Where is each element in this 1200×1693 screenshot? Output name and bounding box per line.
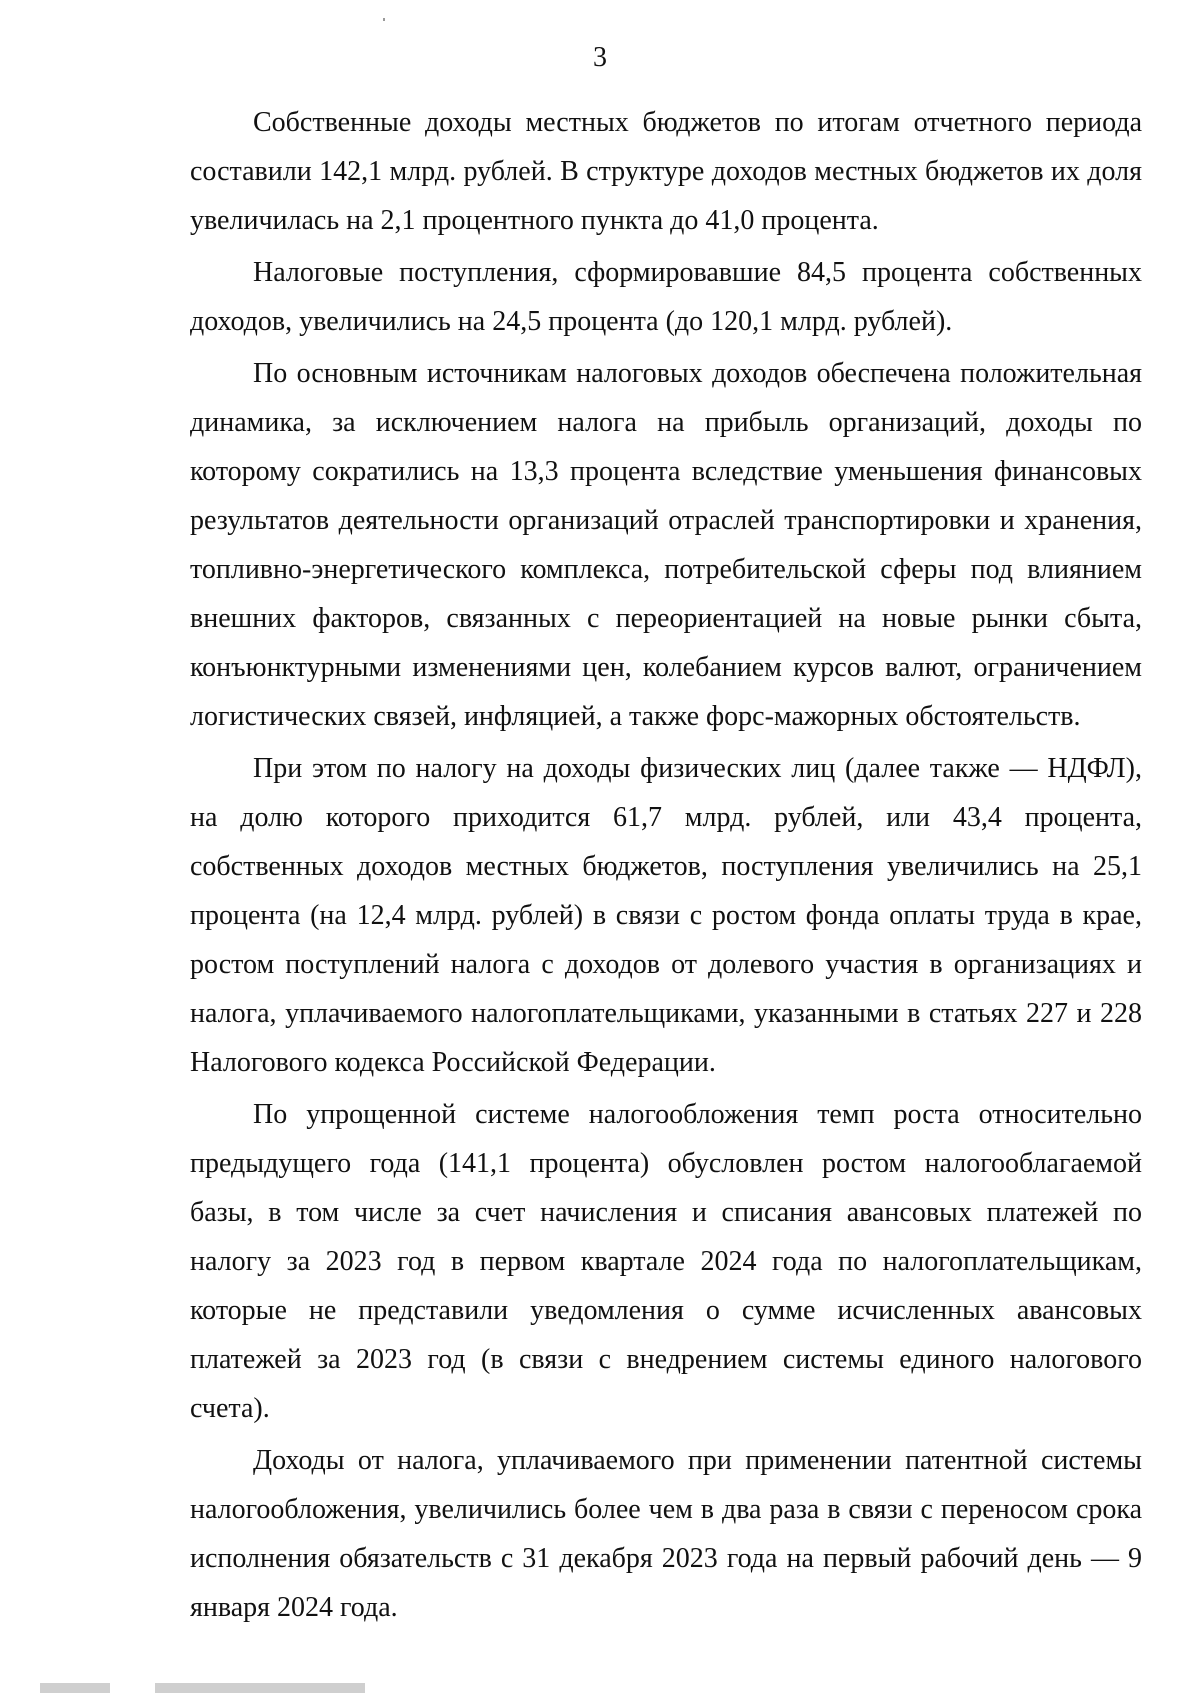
page-number: 3 [593,42,607,73]
paragraph-ndfl: При этом по налогу на доходы физических лиц (далее также — НДФЛ), на долю которого приходится 61,7 млрд. рублей, или 43,4 процента, собственных доходов местных бюджетов, поступления увеличились на 25,1 процента (на 12,4 млрд. рублей) в связи с ростом фонда оплаты труда в крае, ростом поступлений налога с доходов от долевого участия в организациях и налога, уплачиваемого налогоплательщиками, указанными в статьях 227 и 228 Налогового кодекса Российской Федерации. [190,753,1142,1078]
document-body [190,98,1142,1635]
paragraph-profit-tax: По основным источникам налоговых доходов обеспечена положительная динамика, за исключением налога на прибыль организаций, доходы по которому сократились на 13,3 процента вследствие уменьшения финансовых результатов деятельности организаций отраслей транспортировки и хранения, топливно-энергетического комплекса, потребительской сферы под влиянием внешних факторов, связанных с переориентацией на новые рынки сбыта, конъюнктурными изменениями цен, колебанием курсов валют, ограничением логистических связей, инфляцией, а также форс-мажорных обстоятельств. [190,358,1142,732]
paragraph-patent-system: Доходы от налога, уплачиваемого при применении патентной системы налогообложения, увеличились более чем в два раза в связи с переносом срока исполнения обязательств с 31 декабря 2023 года на первый рабочий день — 9 января 2024 года. [190,1445,1142,1623]
scan-artifact [155,1683,365,1693]
paragraph-tax-receipts: Налоговые поступления, сформировавшие 84,5 процента собственных доходов, увеличились на 24,5 процента (до 120,1 млрд. рублей). [190,257,1142,337]
paragraph-simplified-system: По упрощенной системе налогообложения темп роста относительно предыдущего года (141,1 процента) обусловлен ростом налогооблагаемой базы, в том числе за счет начисления и списания авансовых платежей по налогу за 2023 год в первом квартале 2024 года по налогоплательщикам, которые не представили уведомления о сумме исчисленных авансовых платежей за 2023 год (в связи с внедрением системы единого налогового счета). [190,1099,1142,1424]
paragraph-own-revenues: Собственные доходы местных бюджетов по итогам отчетного периода составили 142,1 млрд. рублей. В структуре доходов местных бюджетов их доля увеличилась на 2,1 процентного пункта до 41,0 процента. [190,107,1142,236]
scan-mark [383,18,385,21]
scan-artifact [40,1683,110,1693]
